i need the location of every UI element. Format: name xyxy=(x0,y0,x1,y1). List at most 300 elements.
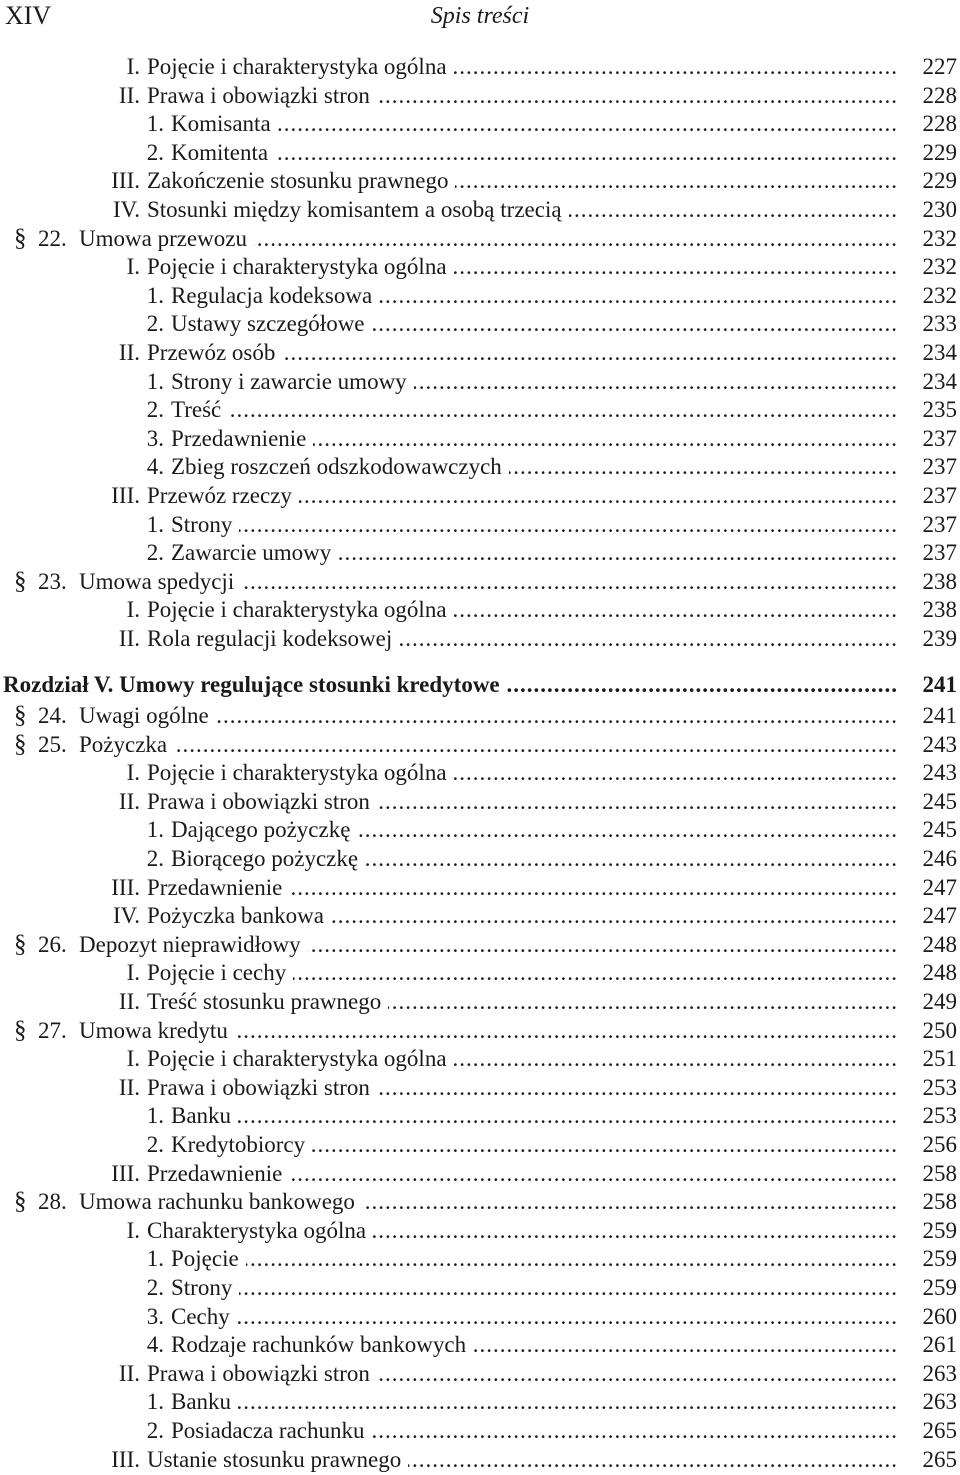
toc-entry-label xyxy=(14,568,237,597)
toc-entry-label xyxy=(80,53,450,82)
toc-entry-label xyxy=(14,731,170,760)
toc-entry-title: Strony xyxy=(171,1274,235,1303)
toc-entry xyxy=(0,625,960,654)
toc-entry-number: 28. xyxy=(38,1189,67,1215)
toc-entry-number: II. xyxy=(118,788,140,814)
toc-entry-page: 265 xyxy=(922,1417,957,1443)
dot-leader xyxy=(239,511,898,540)
dot-leader xyxy=(454,53,898,82)
toc-entry-page: 245 xyxy=(922,788,957,814)
toc-entry-page: 248 xyxy=(922,931,957,957)
toc-entry-number: 2. xyxy=(146,846,164,872)
toc-entry-number: 1. xyxy=(146,1389,164,1415)
toc-entry xyxy=(0,425,960,454)
dot-leader xyxy=(455,167,898,196)
toc-entry-number: III. xyxy=(111,482,140,508)
toc-entry-number: 2. xyxy=(146,397,164,423)
toc-entry-label xyxy=(80,1446,404,1475)
toc-entry-title: Strony i zawarcie umowy xyxy=(171,368,410,397)
toc-entry xyxy=(0,988,960,1017)
toc-entry-number: 22. xyxy=(38,225,67,251)
toc-entry-number: 2. xyxy=(146,1274,164,1300)
toc-entry-page: 235 xyxy=(922,397,957,423)
toc-entry-label xyxy=(108,1331,469,1360)
toc-entry-number: III. xyxy=(111,874,140,900)
dot-leader xyxy=(312,1131,898,1160)
toc-entry-label xyxy=(108,282,375,311)
toc-entry-page: 258 xyxy=(922,1189,957,1215)
toc-entry-page: 229 xyxy=(922,168,957,194)
toc-entry-title: Regulacja kodeksowa xyxy=(171,282,375,311)
toc-entry-number: II. xyxy=(118,1074,140,1100)
toc-entry xyxy=(0,874,960,903)
toc-entry-title: Pojęcie i charakterystyka ogólna xyxy=(147,53,450,82)
toc-entry-label xyxy=(80,874,285,903)
toc-entry-page: 229 xyxy=(922,139,957,165)
toc-entry-page: 248 xyxy=(922,960,957,986)
toc-entry-title: Pojęcie i cechy xyxy=(147,959,289,988)
dot-leader xyxy=(237,1303,898,1332)
toc-entry xyxy=(0,596,960,625)
section-sign-icon: § xyxy=(14,730,27,758)
toc-entry-label xyxy=(108,310,368,339)
toc-entry xyxy=(0,167,960,196)
toc-entry-number: I. xyxy=(126,597,140,623)
toc-entry-label xyxy=(108,139,271,168)
toc-chapter-entry xyxy=(0,671,960,700)
dot-leader xyxy=(377,82,898,111)
toc-entry xyxy=(0,1360,960,1389)
toc-entry xyxy=(0,1274,960,1303)
section-sign-icon: § xyxy=(14,1188,27,1216)
toc-entry-page: 237 xyxy=(922,454,957,480)
toc-entry-page: 241 xyxy=(922,672,957,698)
toc-entry-number: IV. xyxy=(112,196,140,222)
dot-leader xyxy=(377,788,898,817)
toc-entry xyxy=(0,1102,960,1131)
toc-entry-page: 228 xyxy=(922,111,957,137)
toc-entry-title: Prawa i obowiązki stron xyxy=(147,1074,373,1103)
toc-entry-title: Banku xyxy=(171,1102,234,1131)
dot-leader xyxy=(507,671,898,700)
toc-entry-page: 237 xyxy=(922,425,957,451)
toc-entry-label xyxy=(108,539,334,568)
toc-entry xyxy=(0,845,960,874)
toc-entry-number: 1. xyxy=(146,1246,164,1272)
toc-entry-title: Zakończenie stosunku prawnego xyxy=(147,167,451,196)
toc-entry-label xyxy=(80,82,373,111)
toc-entry-label xyxy=(80,1045,450,1074)
toc-entry-label xyxy=(14,931,304,960)
toc-entry xyxy=(0,82,960,111)
toc-entry-number: 23. xyxy=(38,568,67,594)
toc-entry-page: 247 xyxy=(922,874,957,900)
dot-leader xyxy=(357,816,898,845)
toc-entry xyxy=(0,702,960,731)
toc-entry xyxy=(0,1303,960,1332)
toc-entry-title: Pożyczka xyxy=(79,731,170,760)
toc-entry xyxy=(0,453,960,482)
dot-leader xyxy=(414,368,898,397)
toc-entry xyxy=(0,110,960,139)
dot-leader xyxy=(299,482,898,511)
toc-entry-title: Pojęcie i charakterystyka ogólna xyxy=(147,253,450,282)
dot-leader xyxy=(239,1274,898,1303)
toc-entry-label xyxy=(80,339,278,368)
toc-entry xyxy=(0,788,960,817)
toc-entry-label xyxy=(14,1188,358,1217)
toc-entry-number: 24. xyxy=(38,703,67,729)
toc-entry-label xyxy=(80,959,289,988)
toc-entry-title: Przedawnienie xyxy=(171,425,309,454)
dot-leader xyxy=(331,902,898,931)
dot-leader xyxy=(313,425,898,454)
toc-entry-label xyxy=(108,396,224,425)
toc-entry-number: I. xyxy=(126,254,140,280)
toc-entry-number: 1. xyxy=(146,1103,164,1129)
toc-entry-page: 253 xyxy=(922,1103,957,1129)
toc-entry-label xyxy=(80,596,450,625)
dot-leader xyxy=(454,1045,898,1074)
dot-leader xyxy=(373,1217,898,1246)
toc-entry-label xyxy=(80,1217,369,1246)
dot-leader xyxy=(289,1160,898,1189)
toc-entry-title: Charakterystyka ogólna xyxy=(147,1217,369,1246)
toc-entry-number: III. xyxy=(111,1446,140,1472)
toc-entry xyxy=(0,1074,960,1103)
toc-entry-title: Kredytobiorcy xyxy=(171,1131,308,1160)
toc-entry-number: 1. xyxy=(146,282,164,308)
toc-entry xyxy=(0,53,960,82)
toc-entry-page: 245 xyxy=(922,817,957,843)
toc-entry-page: 241 xyxy=(922,703,957,729)
toc-entry xyxy=(0,368,960,397)
toc-entry-number: 1. xyxy=(146,111,164,137)
toc-entry xyxy=(0,196,960,225)
toc-entry-title: Cechy xyxy=(171,1303,233,1332)
toc-entry-page: 259 xyxy=(922,1274,957,1300)
dot-leader xyxy=(238,1388,898,1417)
toc-entry-title: Ustanie stosunku prawnego xyxy=(147,1446,404,1475)
toc-entry-label xyxy=(108,453,505,482)
toc-entry-number: 2. xyxy=(146,1131,164,1157)
dot-leader xyxy=(454,596,898,625)
toc-entry-page: 233 xyxy=(922,311,957,337)
toc-entry xyxy=(0,482,960,511)
toc-entry-number: 4. xyxy=(146,1332,164,1358)
toc-entry-title: Biorącego pożyczkę xyxy=(171,845,361,874)
dot-leader xyxy=(293,959,898,988)
toc-entry-page: 232 xyxy=(922,282,957,308)
toc-entry-label xyxy=(108,1303,233,1332)
toc-entry-number: II. xyxy=(118,339,140,365)
toc-entry-title: Pojęcie i charakterystyka ogólna xyxy=(147,596,450,625)
toc-entry-title: Pożyczka bankowa xyxy=(147,902,327,931)
section-sign-icon: § xyxy=(14,224,27,252)
toc-entry-number: 25. xyxy=(38,731,67,757)
toc-entry-number: 2. xyxy=(146,540,164,566)
section-sign-icon: § xyxy=(14,567,27,595)
dot-leader xyxy=(372,310,898,339)
toc-entry-label xyxy=(108,368,410,397)
toc-entry-label xyxy=(108,1388,234,1417)
toc-entry xyxy=(0,1188,960,1217)
toc-entry xyxy=(0,959,960,988)
toc-entry xyxy=(0,139,960,168)
toc-entry-number: II. xyxy=(118,1360,140,1386)
toc-entry-number: 2. xyxy=(146,311,164,337)
toc-entry-title: Przewóz osób xyxy=(147,339,278,368)
toc-entry xyxy=(0,539,960,568)
toc-entry-page: 263 xyxy=(922,1360,957,1386)
toc-entry-title: Treść stosunku prawnego xyxy=(147,988,384,1017)
toc-entry-title: Umowa spedycji xyxy=(79,568,237,597)
toc-entry-title: Uwagi ogólne xyxy=(79,702,212,731)
dot-leader xyxy=(509,453,898,482)
toc-entry-page: 227 xyxy=(922,54,957,79)
toc-entry-title: Pojęcie i charakterystyka ogólna xyxy=(147,1045,450,1074)
toc-entry-label xyxy=(80,196,565,225)
dot-leader xyxy=(365,845,898,874)
toc-entry-title: Depozyt nieprawidłowy xyxy=(79,931,304,960)
toc-entry-label xyxy=(108,425,309,454)
toc-entry-page: 265 xyxy=(922,1446,957,1472)
dot-leader xyxy=(282,339,898,368)
toc-entry-page: 263 xyxy=(922,1389,957,1415)
toc-entry-number: 2. xyxy=(146,139,164,165)
toc-entry-page: 230 xyxy=(922,196,957,222)
toc-entry xyxy=(0,511,960,540)
toc-entry-label xyxy=(108,110,274,139)
toc-entry xyxy=(0,396,960,425)
toc-entry-label xyxy=(14,702,212,731)
toc-entry-label xyxy=(80,902,327,931)
toc-entry-label xyxy=(3,671,503,700)
toc-entry-page: 234 xyxy=(922,368,957,394)
dot-leader xyxy=(454,759,898,788)
toc-entry-number: I. xyxy=(126,54,140,79)
toc-entry-number: 1. xyxy=(146,368,164,394)
dot-leader xyxy=(372,1417,898,1446)
dot-leader xyxy=(377,1360,898,1389)
toc-entry xyxy=(0,902,960,931)
toc-entry xyxy=(0,1131,960,1160)
toc-entry-title: Prawa i obowiązki stron xyxy=(147,1360,373,1389)
toc-entry xyxy=(0,568,960,597)
toc-entry-title: Zbieg roszczeń odszkodowawczych xyxy=(171,453,505,482)
toc-entry-title: Umowa rachunku bankowego xyxy=(79,1188,358,1217)
dot-leader xyxy=(379,282,898,311)
toc-entry-title: Posiadacza rachunku xyxy=(171,1417,368,1446)
dot-leader xyxy=(235,1017,898,1046)
toc-entry xyxy=(0,816,960,845)
toc-entry xyxy=(0,1017,960,1046)
dot-leader xyxy=(338,539,898,568)
toc-entry-number: 1. xyxy=(146,511,164,537)
toc-entry-label xyxy=(108,816,353,845)
toc-entry-title: Komitenta xyxy=(171,139,271,168)
toc-entry xyxy=(0,310,960,339)
toc-entry xyxy=(0,1245,960,1274)
dot-leader xyxy=(174,731,898,760)
toc-entry-page: 247 xyxy=(922,903,957,929)
dot-leader xyxy=(308,931,898,960)
toc-entry-label xyxy=(80,759,450,788)
toc-entry-title: Treść xyxy=(171,396,224,425)
toc-entry-label xyxy=(108,1274,235,1303)
page-number: XIV xyxy=(5,1,52,30)
dot-leader xyxy=(388,988,898,1017)
toc-entry-page: 237 xyxy=(922,511,957,537)
toc-entry-number: 26. xyxy=(38,931,67,957)
toc-entry xyxy=(0,253,960,282)
toc-entry-label xyxy=(80,788,373,817)
toc-entry-label xyxy=(108,845,361,874)
toc-entry-label xyxy=(14,225,250,254)
toc-entry-label xyxy=(108,511,235,540)
toc-entry-title: Przedawnienie xyxy=(147,874,285,903)
toc-entry-title: Umowa przewozu xyxy=(79,225,250,254)
toc-entry-title: Przedawnienie xyxy=(147,1160,285,1189)
toc-entry-title: Dającego pożyczkę xyxy=(171,816,353,845)
toc-entry-page: 249 xyxy=(922,989,957,1014)
toc-entry-number: III. xyxy=(111,1160,140,1186)
dot-leader xyxy=(454,253,898,282)
section-sign-icon: § xyxy=(14,930,27,958)
dot-leader xyxy=(408,1446,898,1475)
toc-entry xyxy=(0,1446,960,1475)
toc-entry-title: Rozdział V. Umowy regulujące stosunki kredytowe xyxy=(3,671,503,700)
toc-entry-page: 234 xyxy=(922,339,957,365)
toc-entry-number: 4. xyxy=(146,454,164,480)
toc-entry-number: 3. xyxy=(146,425,164,451)
toc-entry-number: I. xyxy=(126,960,140,986)
toc-entry-page: 239 xyxy=(922,625,957,651)
table-of-contents xyxy=(0,53,960,1474)
toc-entry-page: 253 xyxy=(922,1074,957,1100)
toc-entry-page: 260 xyxy=(922,1303,957,1329)
dot-leader xyxy=(238,1102,898,1131)
toc-entry xyxy=(0,1160,960,1189)
toc-entry-page: 237 xyxy=(922,482,957,508)
dot-leader xyxy=(473,1331,898,1360)
toc-entry-number: II. xyxy=(118,625,140,651)
dot-leader xyxy=(278,110,898,139)
toc-entry-label xyxy=(80,1360,373,1389)
section-sign-icon: § xyxy=(14,1016,27,1044)
toc-entry xyxy=(0,1417,960,1446)
toc-entry-page: 259 xyxy=(922,1246,957,1272)
toc-entry-number: III. xyxy=(111,168,140,194)
toc-entry-page: 243 xyxy=(922,760,957,786)
toc-entry-number: I. xyxy=(126,1046,140,1072)
dot-leader xyxy=(362,1188,898,1217)
toc-entry-label xyxy=(80,167,451,196)
dot-leader xyxy=(289,874,898,903)
dot-leader xyxy=(275,139,898,168)
dot-leader xyxy=(241,568,898,597)
toc-entry-title: Przewóz rzeczy xyxy=(147,482,295,511)
dot-leader xyxy=(399,625,898,654)
toc-entry-number: II. xyxy=(118,82,140,108)
toc-entry xyxy=(0,731,960,760)
toc-entry xyxy=(0,1217,960,1246)
toc-entry-number: 2. xyxy=(146,1417,164,1443)
toc-entry xyxy=(0,282,960,311)
toc-entry-page: 261 xyxy=(922,1332,957,1358)
toc-entry-title: Komisanta xyxy=(171,110,274,139)
toc-entry-label xyxy=(80,482,295,511)
toc-entry-page: 232 xyxy=(922,254,957,280)
toc-entry-label xyxy=(108,1131,308,1160)
section-sign-icon: § xyxy=(14,702,27,730)
dot-leader xyxy=(377,1074,898,1103)
toc-entry-page: 246 xyxy=(922,846,957,872)
dot-leader xyxy=(569,196,898,225)
toc-entry-title: Zawarcie umowy xyxy=(171,539,334,568)
toc-entry-label xyxy=(80,1160,285,1189)
toc-entry-title: Rola regulacji kodeksowej xyxy=(147,625,395,654)
toc-entry-page: 251 xyxy=(922,1046,957,1072)
toc-entry-number: II. xyxy=(118,989,140,1014)
toc-entry-number: I. xyxy=(126,1217,140,1243)
toc-entry-number: I. xyxy=(126,760,140,786)
toc-entry-page: 228 xyxy=(922,82,957,108)
toc-entry-title: Strony xyxy=(171,511,235,540)
toc-entry-title: Prawa i obowiązki stron xyxy=(147,82,373,111)
dot-leader xyxy=(246,1245,898,1274)
toc-entry-title: Pojęcie i charakterystyka ogólna xyxy=(147,759,450,788)
toc-entry-number: IV. xyxy=(112,903,140,929)
toc-entry-page: 250 xyxy=(922,1017,957,1043)
toc-entry-title: Umowa kredytu xyxy=(79,1017,231,1046)
dot-leader xyxy=(254,225,898,254)
toc-entry-label xyxy=(80,1074,373,1103)
toc-entry xyxy=(0,225,960,254)
toc-entry-page: 237 xyxy=(922,540,957,566)
toc-entry-title: Prawa i obowiązki stron xyxy=(147,788,373,817)
toc-entry-label xyxy=(80,988,384,1017)
toc-entry-label xyxy=(108,1245,242,1274)
page-header xyxy=(0,0,960,40)
toc-entry-label xyxy=(108,1102,234,1131)
toc-entry-page: 256 xyxy=(922,1131,957,1157)
toc-entry xyxy=(0,759,960,788)
toc-entry xyxy=(0,931,960,960)
toc-entry xyxy=(0,339,960,368)
toc-entry-title: Banku xyxy=(171,1388,234,1417)
toc-entry-label xyxy=(14,1017,231,1046)
toc-entry-title: Pojęcie xyxy=(171,1245,242,1274)
dot-leader xyxy=(216,702,898,731)
toc-entry-label xyxy=(80,625,395,654)
toc-entry-label xyxy=(108,1417,368,1446)
toc-entry-title: Stosunki między komisantem a osobą trzecią xyxy=(147,196,565,225)
toc-entry xyxy=(0,1045,960,1074)
toc-entry-label xyxy=(80,253,450,282)
toc-entry-page: 238 xyxy=(922,568,957,594)
toc-entry-page: 238 xyxy=(922,597,957,623)
toc-entry-number: 27. xyxy=(38,1017,67,1043)
toc-entry-number: 3. xyxy=(146,1303,164,1329)
toc-entry-number: 1. xyxy=(146,817,164,843)
toc-entry-title: Rodzaje rachunków bankowych xyxy=(171,1331,469,1360)
toc-entry-page: 232 xyxy=(922,225,957,251)
running-title: Spis treści xyxy=(430,3,530,29)
dot-leader xyxy=(228,396,898,425)
toc-entry xyxy=(0,1331,960,1360)
toc-entry-page: 243 xyxy=(922,731,957,757)
